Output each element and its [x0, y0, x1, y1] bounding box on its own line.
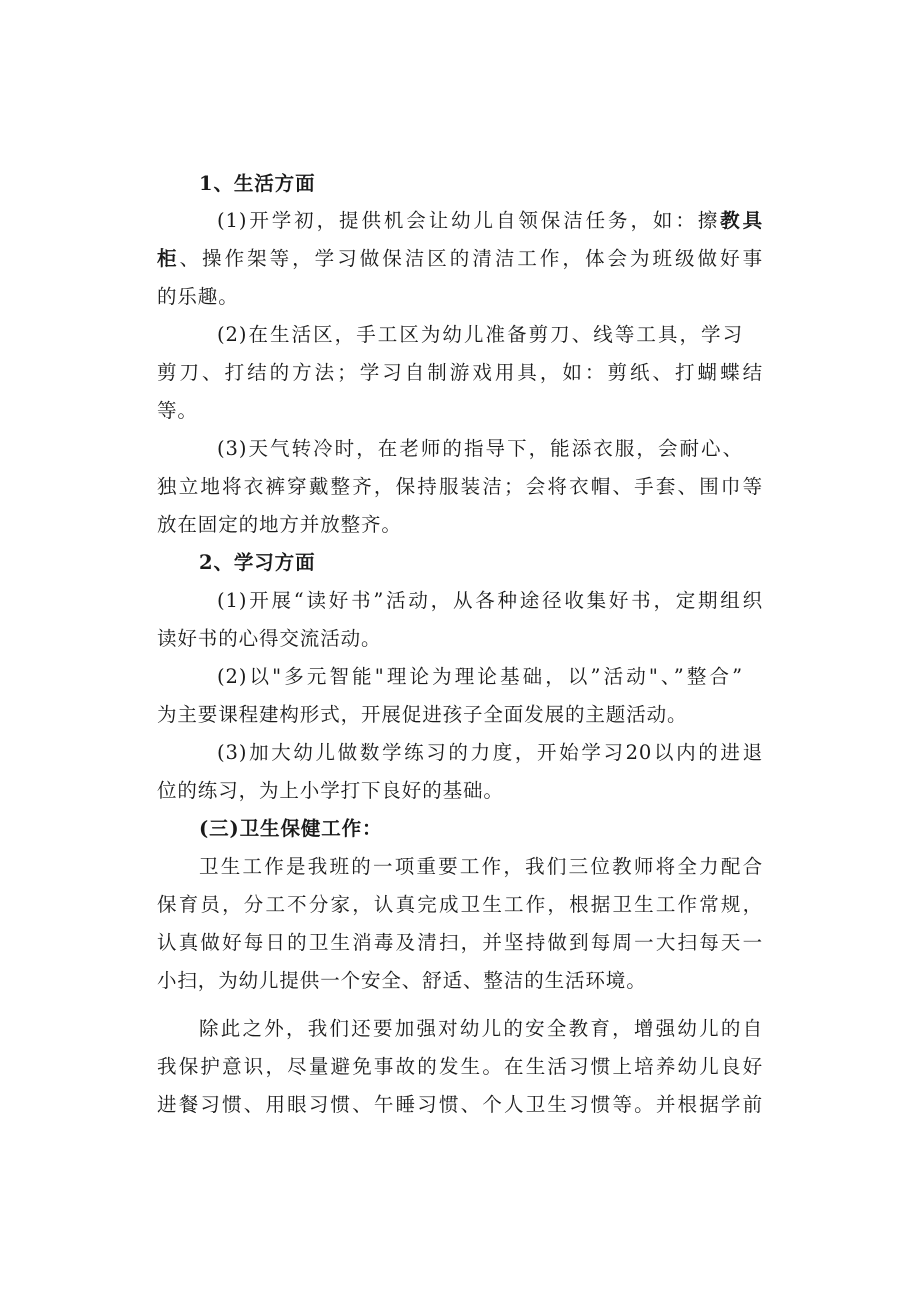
paragraph-line: 进餐习惯、用眼习惯、午睡习惯、个人卫生习惯等。并根据学前: [157, 1093, 763, 1116]
section-heading-life: 1、生活方面: [199, 172, 316, 195]
paragraph-line: 的乐趣。: [157, 285, 239, 308]
paragraph-line: 小扫，为幼儿提供一个安全、舒适、整洁的生活环境。: [157, 969, 647, 992]
paragraph-line: 剪刀、打结的方法；学习自制游戏用具，如：剪纸、打蝴蝶结: [157, 361, 763, 384]
paragraph-line: 除此之外，我们还要加强对幼儿的安全教育，增强幼儿的自: [199, 1017, 763, 1040]
paragraph-line: (2)在生活区，手工区为幼儿准备剪刀、线等工具，学习: [217, 323, 743, 346]
paragraph-line: 等。: [157, 399, 198, 422]
paragraph-line: 认真做好每日的卫生消毒及清扫，并坚持做到每周一大扫每天一: [157, 931, 763, 954]
paragraph-line: (1)开学初，提供机会让幼儿自领保洁任务，如：擦教具: [217, 209, 763, 232]
paragraph-line: 读好书的心得交流活动。: [157, 627, 382, 650]
paragraph-line: 保育员，分工不分家，认真完成卫生工作，根据卫生工作常规，: [157, 893, 763, 916]
paragraph-line: 放在固定的地方并放整齐。: [157, 513, 402, 536]
paragraph-line: (3)加大幼儿做数学练习的力度，开始学习20以内的进退: [217, 741, 763, 764]
paragraph-line: (1)开展“读好书”活动，从各种途径收集好书，定期组织: [217, 589, 763, 612]
paragraph-line: 独立地将衣裤穿戴整齐，保持服装洁；会将衣帽、手套、围巾等: [157, 475, 763, 498]
paragraph-line: 卫生工作是我班的一项重要工作，我们三位教师将全力配合: [199, 855, 763, 878]
section-heading-study: 2、学习方面: [199, 551, 316, 574]
paragraph-line: (2)以"多元智能"理论为理论基础，以”活动"、”整合”: [217, 665, 743, 688]
section-heading-hygiene: (三)卫生保健工作：: [199, 817, 383, 840]
paragraph-line: 我保护意识，尽量避免事故的发生。在生活习惯上培养幼儿良好: [157, 1055, 763, 1078]
paragraph-line: 位的练习，为上小学打下良好的基础。: [157, 779, 504, 802]
paragraph-line: 柜、操作架等，学习做保洁区的清洁工作，体会为班级做好事: [157, 247, 763, 270]
paragraph-line: 为主要课程建构形式，开展促进孩子全面发展的主题活动。: [157, 703, 688, 726]
paragraph-line: (3)天气转冷时，在老师的指导下，能添衣服，会耐心、: [217, 437, 743, 460]
